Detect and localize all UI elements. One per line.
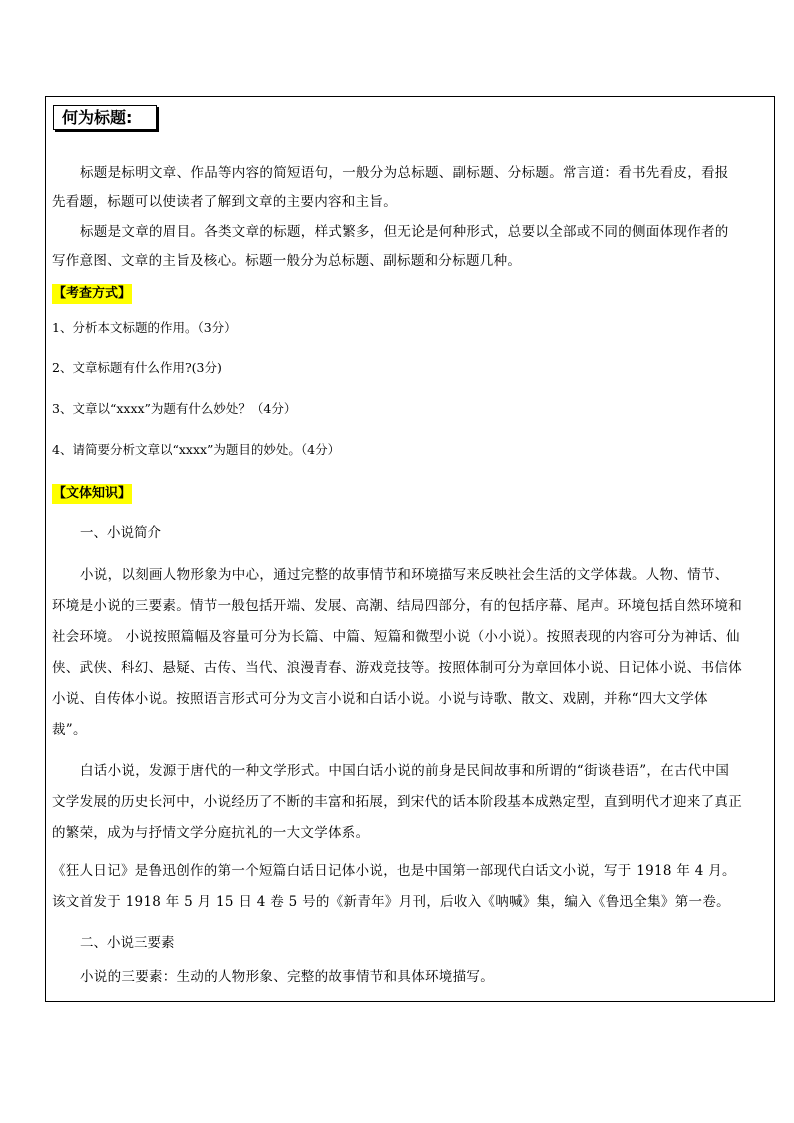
exam-item-1: 1、分析本文标题的作用。（3分） — [52, 320, 237, 335]
intro-paragraph-2: 标题是文章的眉目。各类文章的标题，样式繁多，但无论是何种形式，总要以全部或不同的侧面体现作者的写作意图、文章的主旨及核心。标题一般分为总标题、副标题和分标题几种。 — [52, 224, 729, 269]
heading-novel-intro: 一、小说简介 — [80, 525, 161, 541]
section-title: 何为标题: — [53, 105, 157, 130]
vernacular-novel-paragraph: 白话小说，发源于唐代的一种文学形式。中国白话小说的前身是民间故事和所谓的“街谈巷语”，在古代中国文学发展的历史长河中，小说经历了不断的丰富和拓展，到宋代的话本阶段基本成熟定型，直到明代才迎来了真正的繁荣，成为与抒情文学分庭抗礼的一大文学体系。 — [52, 763, 742, 841]
novel-intro-paragraph: 小说，以刻画人物形象为中心，通过完整的故事情节和环境描写来反映社会生活的文学体裁。人物、情节、环境是小说的三要素。情节一般包括开端、发展、高潮、结局四部分，有的包括序幕、尾声。环境包括自然环境和社会环境。 小说按照篇幅及容量可分为长篇、中篇、短篇和微型小说（小小说）。按照表现的内容可分为神话、仙侠、武侠、科幻、悬疑、古传、当代、浪漫青春、游戏竞技等。按照体制可分为章回体小说、日记体小说、书信体小说、自传体小说。按照语言形式可分为文言小说和白话小说。小说与诗歌、散文、戏剧，并称“四大文学体裁”。 — [52, 567, 742, 738]
three-elements-paragraph: 小说的三要素：生动的人物形象、完整的故事情节和具体环境描写。 — [80, 969, 494, 985]
heading-three-elements: 二、小说三要素 — [80, 935, 175, 951]
genre-knowledge-tag: 【文体知识】 — [52, 484, 132, 504]
madman-diary-paragraph: 《狂人日记》是鲁迅创作的第一个短篇白话日记体小说，也是中国第一部现代白话文小说，写于 1918 年 4 月。该文首发于 1918 年 5 月 15 日 4 卷 5 号的《新青年》月刊，后收入《呐喊》集，编入《鲁迅全集》第一卷。 — [52, 863, 736, 910]
exam-method-tag: 【考查方式】 — [52, 284, 132, 304]
exam-item-3: 3、文章以“xxxx”为题有什么妙处？（4分） — [52, 401, 297, 416]
exam-item-2: 2、文章标题有什么作用?(3分) — [52, 360, 222, 375]
intro-paragraph-1: 标题是标明文章、作品等内容的简短语句，一般分为总标题、副标题、分标题。常言道：看书先看皮，看报先看题，标题可以使读者了解到文章的主要内容和主旨。 — [52, 165, 729, 210]
exam-item-4: 4、请简要分析文章以“xxxx”为题目的妙处。（4分） — [52, 442, 341, 457]
